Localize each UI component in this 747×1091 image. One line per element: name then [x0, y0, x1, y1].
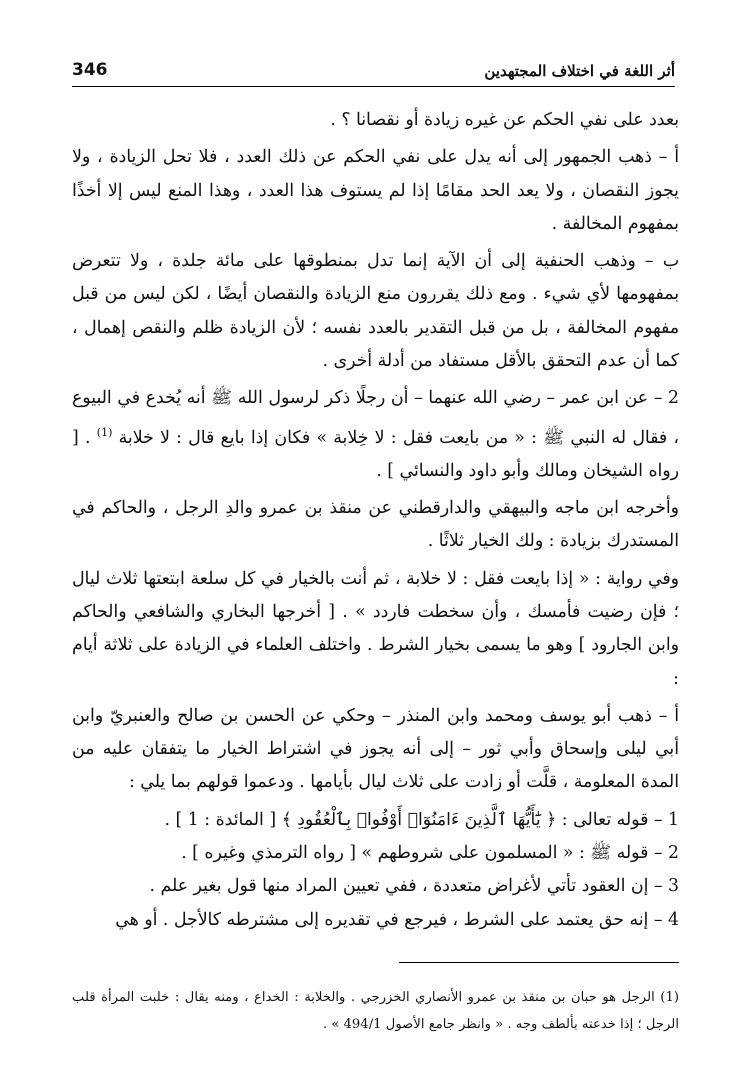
paragraph-narration: وفي رواية : « إذا بايعت فقل : لا خلابة ، ثم أنت بالخيار في كل سلعة ابتعتها ثلاث ليال ؛ فإن رضيت فأمسك ، وأن سخطت فاردد » . [ أخرجها البخاري والشافعي والحاكم وابن الجارود ] وهو ما يسمى بخيار الشرط . واختلف العلماء في الزيادة على ثلاثة أيام :	[72, 568, 679, 689]
paragraph-abu-yusuf-view: أ – ذهب أبو يوسف ومحمد وابن المنذر – وحكي عن الحسن بن صالح والعنبريّ وابن أبي ليلى وإسحاق وأبي ثور – إلى أنه يجوز في اشتراط الخيار ما يتفقان عليه من المدة المعلومة ، قلَّت أو زادت على ثلاث ليال بأيامها . ودعموا قولهم بما يلي :	[72, 705, 679, 793]
footnote-1: (1) الرجل هو حبان بن منقذ بن عمرو الأنصاري الخزرجي . والخلابة : الخداع ، ومنه يقال : خلبت المرأة قلب الرجل ؛ إذا خدعته بألطف وجه . « وانظر جامع الأصول 494/1 » .	[72, 990, 679, 1032]
quran-verse: يَٰٓأَيُّهَا ٱلَّذِينَ ءَامَنُوٓا۟ أَوْفُوا۟ بِٱلْعُقُودِ	[297, 809, 541, 830]
evidence-item-1	[72, 804, 679, 837]
evidence-item-3: 3 – إن العقود تأتي لأغراض متعددة ، ففي تعيين المراد منها قول بغير علم .	[149, 876, 679, 897]
paragraph-hadith-ibn-umar	[72, 382, 679, 488]
footnote-reference: (1)	[96, 425, 113, 439]
paragraph-ibn-majah: وأخرجه ابن ماجه والبيهقي والدارقطني عن منقذ بن عمرو والدِ الرجل ، والحاكم في المستدرك بزيادة : ولك الخيار ثلاثًا .	[72, 498, 679, 552]
page-header	[72, 58, 675, 87]
evidence-1-source: ﴾ [ المائدة : 1 ] .	[164, 809, 298, 830]
running-title: أثر اللغة في اختلاف المجتهدين	[484, 62, 675, 80]
footnote-divider	[399, 962, 679, 963]
evidence-1-intro: 1 – قوله تعالى : ﴿	[540, 809, 679, 830]
evidence-item-4: 4 – إنه حق يعتمد على الشرط ، فيرجع في تقديره إلى مشترطه كالأجل . أو هي	[115, 909, 679, 930]
paragraph-question-end: بعدد على نفي الحكم عن غيره زيادة أو نقصانا ؟ .	[330, 110, 679, 130]
hadith-text: 2 – عن ابن عمر – رضي الله عنهما – أن رجلًا ذكر لرسول الله ﷺ أنه يُخدع في البيوع ، فقال له النبي ﷺ : « من بايعت فقل : لا خِلابة » فكان إذا بايع قال : لا خلابة	[72, 388, 679, 448]
main-text	[72, 104, 679, 937]
evidence-item-2: 2 – قوله ﷺ : « المسلمون على شروطهم » [ رواه الترمذي وغيره ] .	[181, 843, 679, 863]
paragraph-majority-view: أ – ذهب الجمهور إلى أنه يدل على نفي الحكم عن ذلك العدد ، فلا تحل الزيادة ، ولا يجوز النقصان ، ولا يعد الحد مقامًا إذا لم يستوف هذا العدد ، وهذا المنع ليس إلا أخذًا بمفهوم المخالفة .	[72, 147, 679, 234]
page-number: 346	[72, 60, 108, 80]
hadith-source: . [ رواه الشيخان ومالك وأبو داود والنسائي ] .	[72, 427, 679, 481]
footnotes	[72, 984, 679, 1038]
paragraph-hanafi-view: ب – وذهب الحنفية إلى أن الآية إنما تدل بمنطوقها على مائة جلدة ، ولا تتعرض بمفهومها لأي شيء . ومع ذلك يقررون منع الزيادة والنقصان أيضًا ، لكن ليس من قبل مفهوم المخالفة ، بل من قبل التقدير بالعدد نفسه ؛ لأن الزيادة ظلم والنقص إهمال ، كما أن عدم التحقق بالأقل مستفاد من أدلة أخرى .	[72, 251, 679, 372]
